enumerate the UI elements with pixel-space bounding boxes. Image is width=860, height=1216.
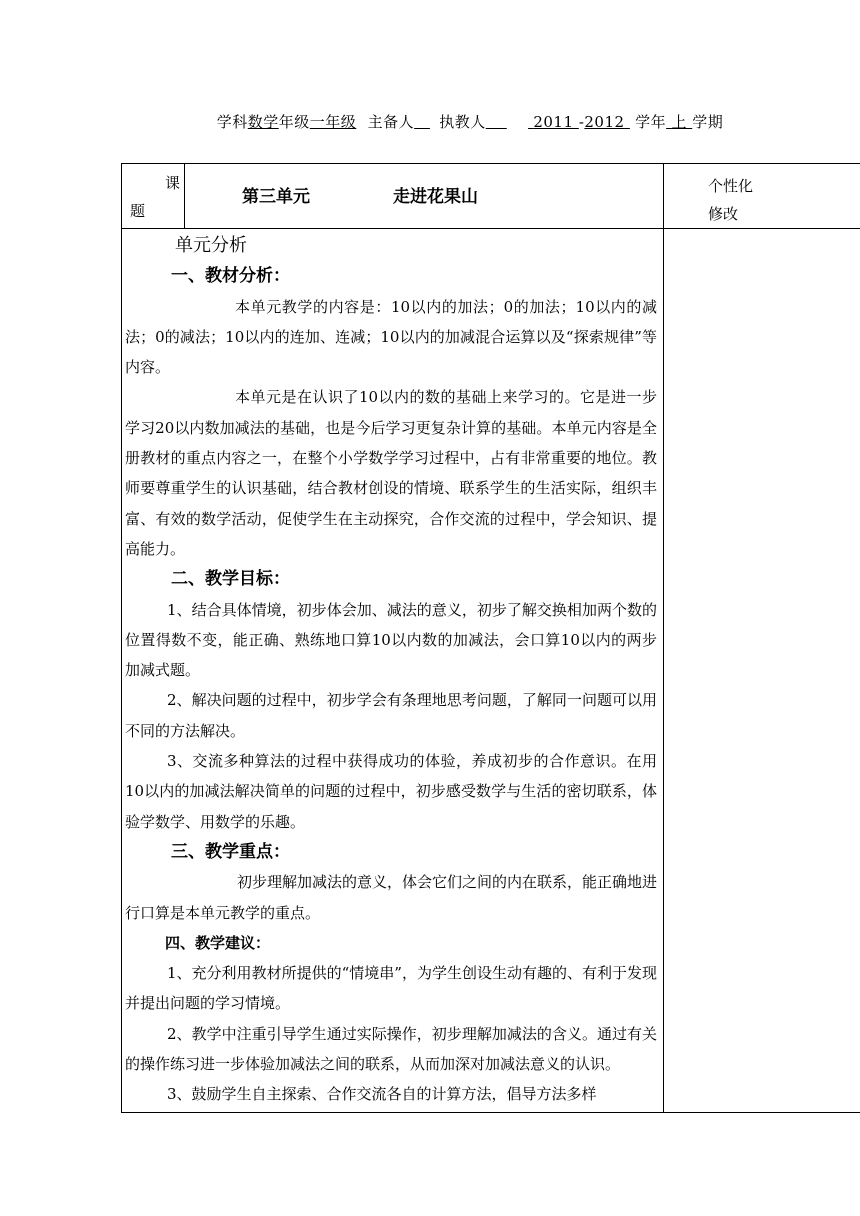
year-dash: -	[578, 113, 585, 131]
topic-label-cell	[122, 164, 185, 229]
prepare-blank	[414, 113, 430, 131]
section3-title: 三、教学重点：	[171, 841, 290, 862]
subject-label: 学科	[216, 113, 248, 131]
section2-item-2: 2、解决问题的过程中，初步学会有条理地思考问题，了解同一问题可以用不同的方法解决。	[125, 691, 657, 740]
term-label: 学期	[692, 113, 724, 131]
content-row	[122, 229, 860, 1113]
section4-item-1: 1、充分利用教材所提供的“情境串”，为学生创设生动有趣的、有利于发现并提出问题的学习情境。	[125, 964, 657, 1013]
teacher-blank	[486, 113, 507, 131]
school-year-label: 学年	[635, 113, 667, 131]
personalize-label-line1: 个性化	[708, 177, 754, 195]
section1-paragraph-2: 本单元是在认识了10以内的数的基础上来学习的。它是进一步学习20以内数加减法的基础，也是今后学习更复杂计算的基础。本单元内容是全册教材的重点内容之一，在整个小学数学学习过程中，占有非常重要的地位。教师要尊重学生的认识基础，结合教材创设的情境、联系学生的生活实际，组织丰富、有效的数学活动，促使学生在主动探究，合作交流的过程中，学会知识、提高能力。	[125, 388, 657, 558]
personalize-notes-cell	[664, 229, 860, 1113]
year-start: 2011	[533, 113, 574, 131]
subject-value: 数学	[247, 113, 279, 131]
prepare-label: 主备人	[367, 113, 415, 131]
grade-label: 年级	[278, 113, 310, 131]
title-row	[122, 164, 860, 229]
topic-cell	[185, 164, 664, 229]
topic-label-part2: 题	[130, 202, 146, 220]
section1-title: 一、教材分析：	[171, 266, 290, 287]
section3-paragraph: 初步理解加减法的意义，体会它们之间的内在联系，能正确地进行口算是本单元教学的重点。	[125, 873, 658, 922]
section4-item-3: 3、鼓励学生自主探索、合作交流各自的计算方法，倡导方法多样	[167, 1085, 597, 1104]
year-end: 2012	[584, 113, 625, 131]
unit-name: 走进花果山	[393, 187, 478, 207]
personalize-label-line2: 修改	[708, 205, 739, 223]
section2-item-3: 3、交流多种算法的过程中获得成功的体验，养成初步的合作意识。在用10以内的加减法解决简单的问题的过程中，初步感受数学与生活的密切联系，体验学数学、用数学的乐趣。	[125, 752, 657, 831]
term-value: 上	[671, 113, 687, 131]
section4-item-2: 2、教学中注重引导学生通过实际操作，初步理解加减法的含义。通过有关的操作练习进一步体验加减法之间的联系，从而加深对加减法意义的认识。	[125, 1024, 657, 1074]
document-header	[120, 111, 820, 132]
unit-number: 第三单元	[242, 187, 310, 207]
section2-title: 二、教学目标：	[171, 569, 290, 590]
topic-label-part1: 课	[164, 174, 180, 192]
teacher-label: 执教人	[439, 113, 486, 131]
section2-item-1: 1、结合具体情境，初步体会加、减法的意义，初步了解交换相加两个数的位置得数不变，能正确、熟练地口算10以内数的加减法，会口算10以内的两步加减式题。	[125, 600, 657, 680]
unit-analysis-title: 单元分析	[175, 235, 247, 256]
personalize-header-cell	[664, 164, 860, 229]
lesson-plan-table	[121, 163, 860, 1113]
grade-value: 一年级	[309, 113, 357, 131]
section1-paragraph-1: 本单元教学的内容是：10以内的加法；0的加法；10以内的减法；0的减法；10以内的连加、连减；10以内的加减混合运算以及“探索规律”等内容。	[125, 297, 657, 377]
content-cell	[122, 229, 664, 1113]
section4-title: 四、教学建议：	[165, 933, 271, 952]
